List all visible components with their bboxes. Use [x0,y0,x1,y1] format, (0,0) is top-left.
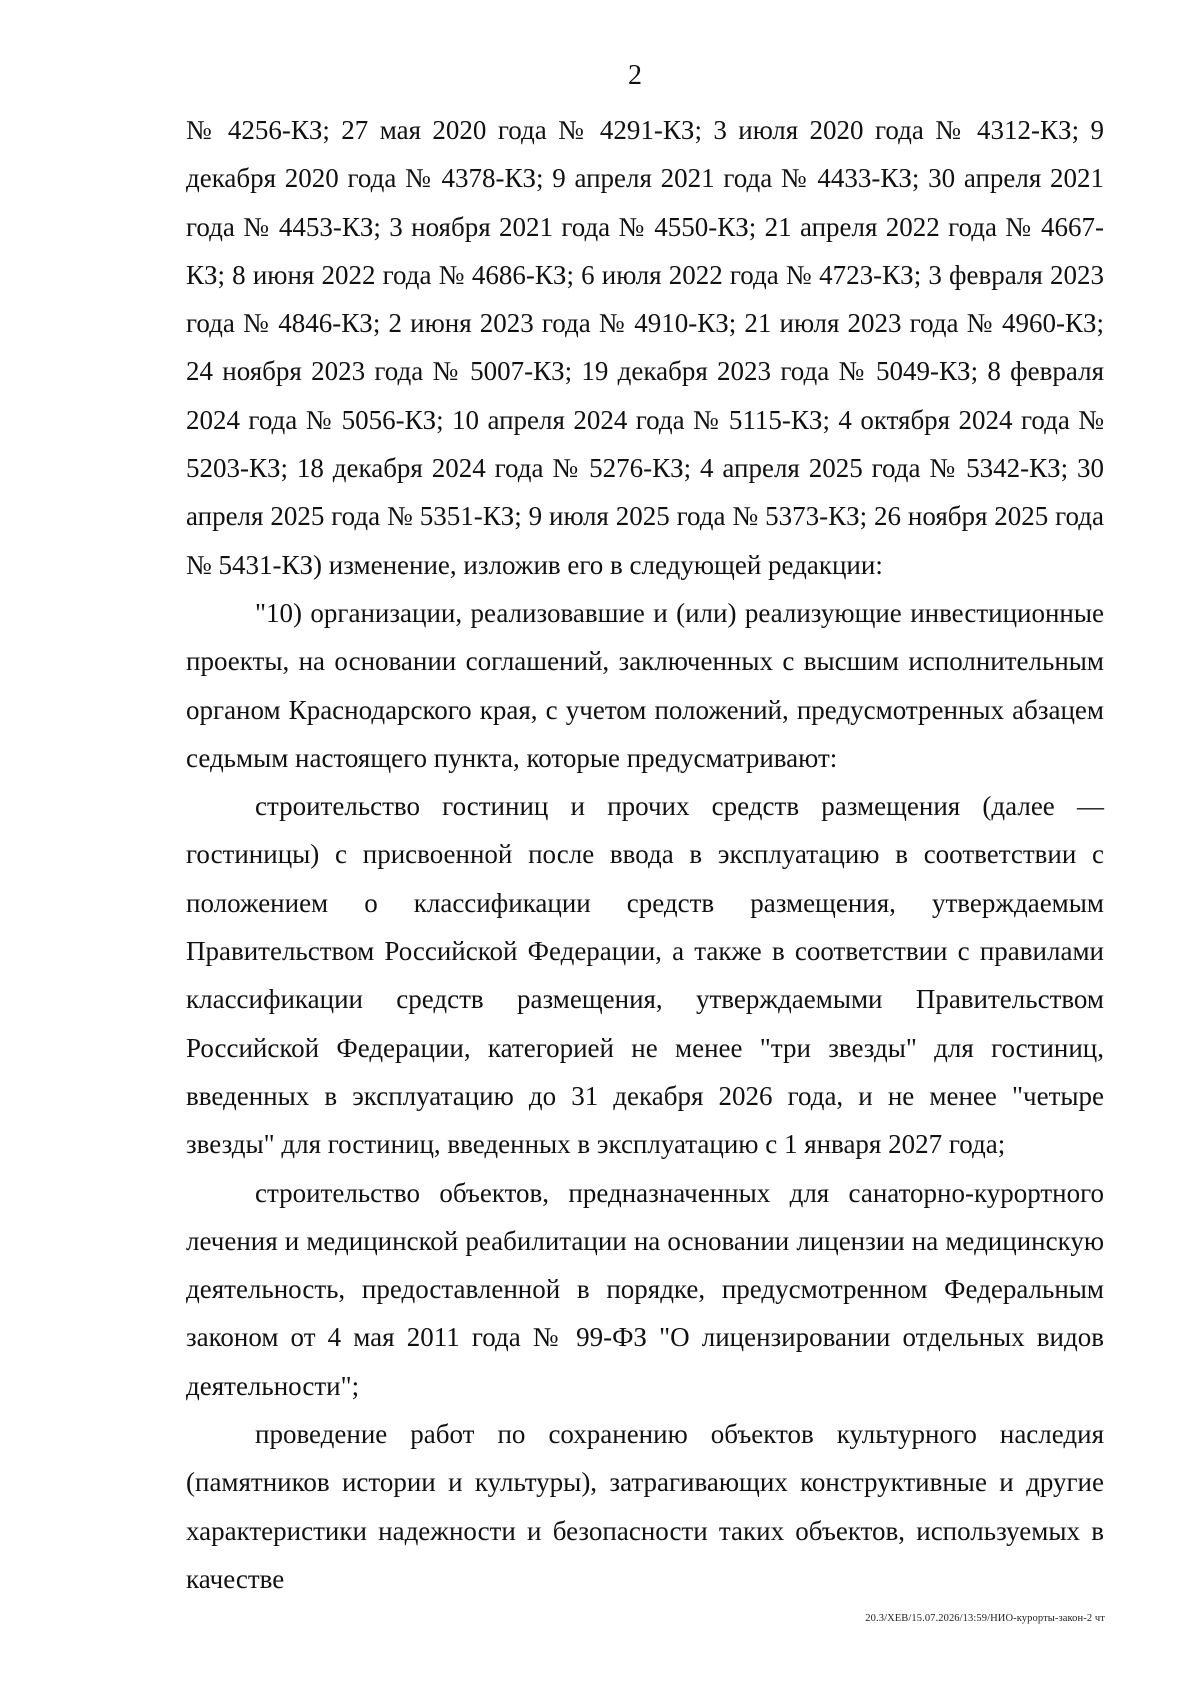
paragraph-item-10: "10) организации, реализовавшие и (или) реализующие инвестиционные проекты, на основании соглашений, заключенных с высшим исполнительным органом Краснодарского края, с учетом положений, предусмотренных абзацем седьмым настоящего пункта, которые предусматривают: [186,597,1104,773]
paragraph-cultural-heritage: проведение работ по сохранению объектов культурного наследия (памятников истории и культуры), затрагивающих конструктивные и другие характеристики надежности и безопасности таких объектов, используемых в качестве [186,1419,1104,1594]
paragraph-amendment-list: № 4256-КЗ; 27 мая 2020 года № 4291-КЗ; 3 июля 2020 года № 4312-КЗ; 9 декабря 2020 года № 4378-КЗ; 9 апреля 2021 года № 4433-КЗ; 30 апреля 2021 года № 4453-КЗ; 3 ноября 2021 года № 4550-КЗ; 21 апреля 2022 года № 4667-КЗ; 8 июня 2022 года № 4686-КЗ; 6 июля 2022 года № 4723-КЗ; 3 февраля 2023 года № 4846-КЗ; 2 июня 2023 года № 4910-КЗ; 21 июля 2023 года № 4960-КЗ; 24 ноября 2023 года № 5007-КЗ; 19 декабря 2023 года № 5049-КЗ; 8 февраля 2024 года № 5056-КЗ; 10 апреля 2024 года № 5115-КЗ; 4 октября 2024 года № 5203-КЗ; 18 декабря 2024 года № 5276-КЗ; 4 апреля 2025 года № 5342-КЗ; 30 апреля 2025 года № 5351-КЗ; 9 июля 2025 года № 5373-КЗ; 26 ноября 2025 года № 5431-КЗ) изменение, изложив его в следующей редакции: [186,115,1104,580]
paragraph-sanatorium: строительство объектов, предназначенных для санаторно-курортного лечения и медицинской реабилитации на основании лицензии на медицинскую деятельность, предоставленной в порядке, предусмотренном Федеральным законом от 4 мая 2011 года № 99-ФЗ "О лицензировании отдельных видов деятельности"; [186,1177,1104,1401]
document-body [186,106,1104,1603]
paragraph-hotels: строительство гостиниц и прочих средств размещения (далее — гостиницы) с присвоенной после ввода в эксплуатацию в соответствии с положением о классификации средств размещения, утверждаемым Правительством Российской Федерации, а также в соответствии с правилами классификации средств размещения, утверждаемыми Правительством Российской Федерации, категорией не менее "три звезды" для гостиниц, введенных в эксплуатацию до 31 декабря 2026 года, и не менее "четыре звезды" для гостиниц, введенных в эксплуатацию с 1 января 2027 года; [186,791,1104,1160]
page-number: 2 [628,60,642,91]
document-footer-code: 20.3/ХЕВ/15.07.2026/13:59/НИО-курорты-закон-2 чт [865,1613,1105,1624]
